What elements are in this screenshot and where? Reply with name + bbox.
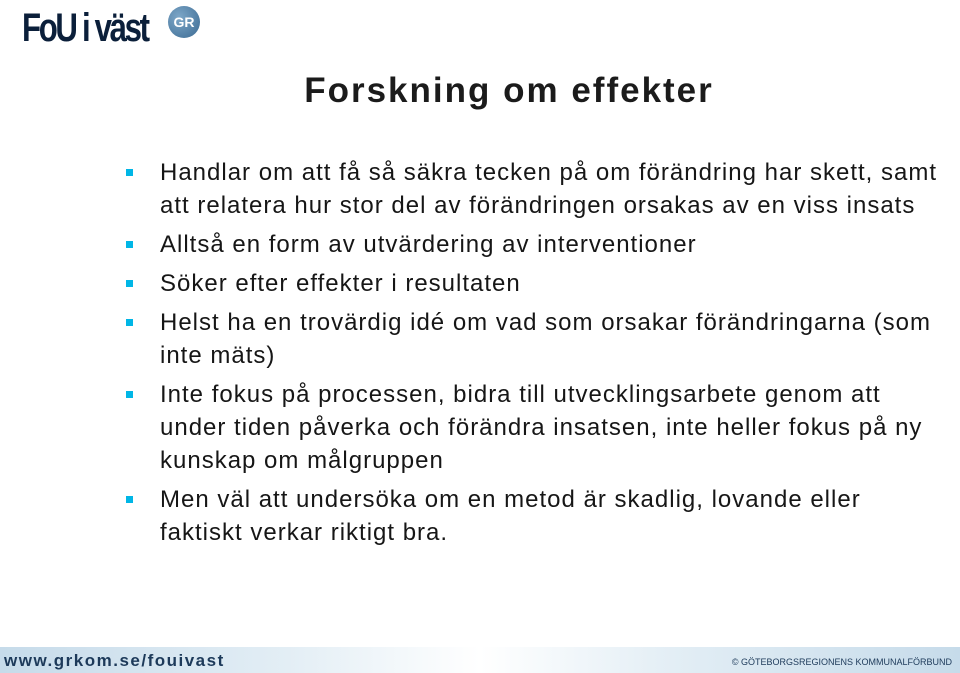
bullet-text: Inte fokus på processen, bidra till utvecklingsarbete genom att under tiden påverka och förändra insatsen, inte heller fokus på ny kunskap om målgruppen: [160, 381, 923, 474]
bullet-item: [126, 483, 946, 549]
square-bullet-icon: [126, 280, 133, 287]
gr-badge-icon: GR: [168, 6, 200, 38]
bullet-text: Handlar om att få så säkra tecken på om förändring har skett, samt att relatera hur stor del av förändringen orsakas av en viss insats: [160, 159, 937, 219]
footer-organization: © GÖTEBORGSREGIONENS KOMMUNALFÖRBUND: [731, 657, 952, 667]
logo-wordmark: FoU i väst: [22, 6, 148, 50]
bullet-item: [126, 156, 946, 222]
bullet-item: [126, 378, 946, 477]
bullet-text: Alltså en form av utvärdering av interventioner: [160, 231, 697, 258]
bullet-text: Men väl att undersöka om en metod är skadlig, lovande eller faktiskt verkar riktigt bra.: [160, 486, 861, 546]
footer-url: www.grkom.se/fouivast: [4, 651, 225, 670]
bullet-item: [126, 228, 946, 261]
square-bullet-icon: [126, 496, 133, 503]
square-bullet-icon: [126, 169, 133, 176]
square-bullet-icon: [126, 319, 133, 326]
fou-i-vast-logo: [22, 4, 183, 48]
bullet-text: Söker efter effekter i resultaten: [160, 270, 521, 297]
square-bullet-icon: [126, 391, 133, 398]
bullet-list: [126, 156, 946, 555]
bullet-item: [126, 267, 946, 300]
bullet-item: [126, 306, 946, 372]
bullet-text: Helst ha en trovärdig idé om vad som orsakar förändringarna (som inte mäts): [160, 309, 931, 369]
square-bullet-icon: [126, 241, 133, 248]
slide-title: Forskning om effekter: [304, 71, 714, 110]
